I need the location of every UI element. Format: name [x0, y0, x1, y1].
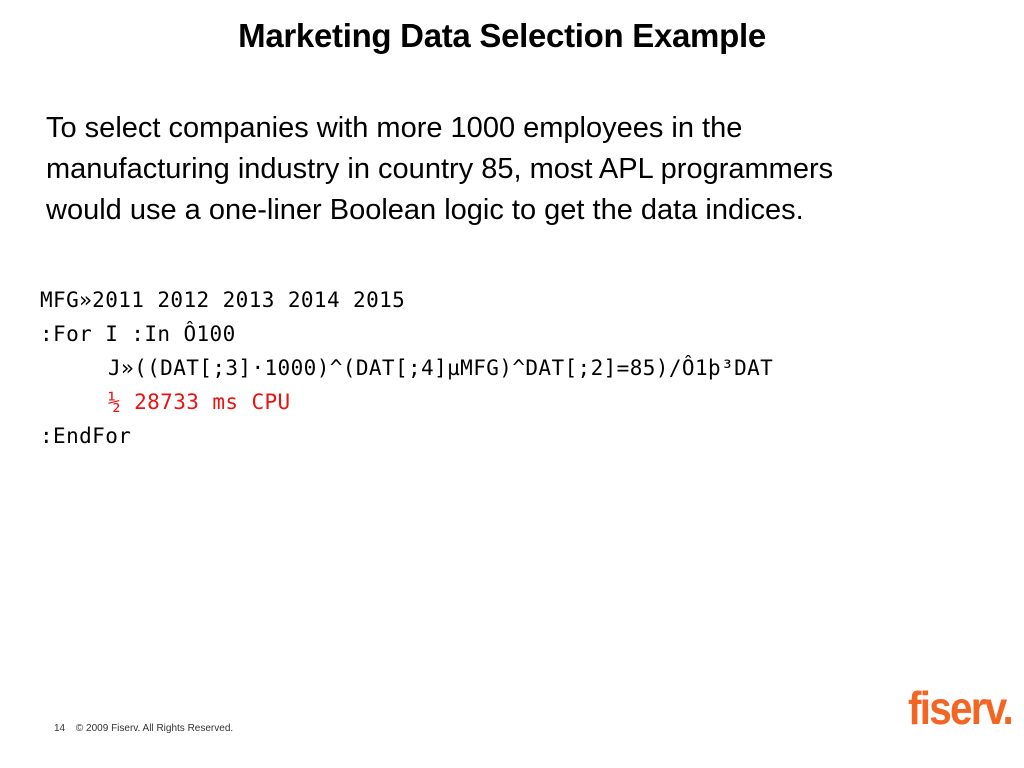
intro-line: manufacturing industry in country 85, most APL programmers [46, 153, 834, 185]
intro-line: would use a one-liner Boolean logic to get the data indices. [46, 194, 804, 226]
code-line-boolean-selection: J»((DAT[;3]·1000)^(DAT[;4]µMFG)^DAT[;2]=85)/Ô1þ³DAT [108, 356, 774, 380]
code-line-endfor: :EndFor [40, 424, 132, 448]
code-line-for-loop: :For I :In Ô100 [40, 322, 236, 346]
intro-paragraph [46, 108, 1006, 231]
code-line-mfg-assignment: MFG»2011 2012 2013 2014 2015 [40, 288, 406, 312]
fiserv-logo: fiserv. [908, 682, 1012, 734]
slide-footer [54, 722, 233, 736]
apl-code-block [40, 285, 1010, 455]
code-line-cpu-timing: ½ 28733 ms CPU [108, 390, 291, 414]
page-number: 14 [54, 723, 66, 734]
intro-line: To select companies with more 1000 employees in the [46, 112, 743, 144]
slide-title: Marketing Data Selection Example [238, 17, 766, 54]
copyright-notice: © 2009 Fiserv. All Rights Reserved. [75, 723, 234, 734]
